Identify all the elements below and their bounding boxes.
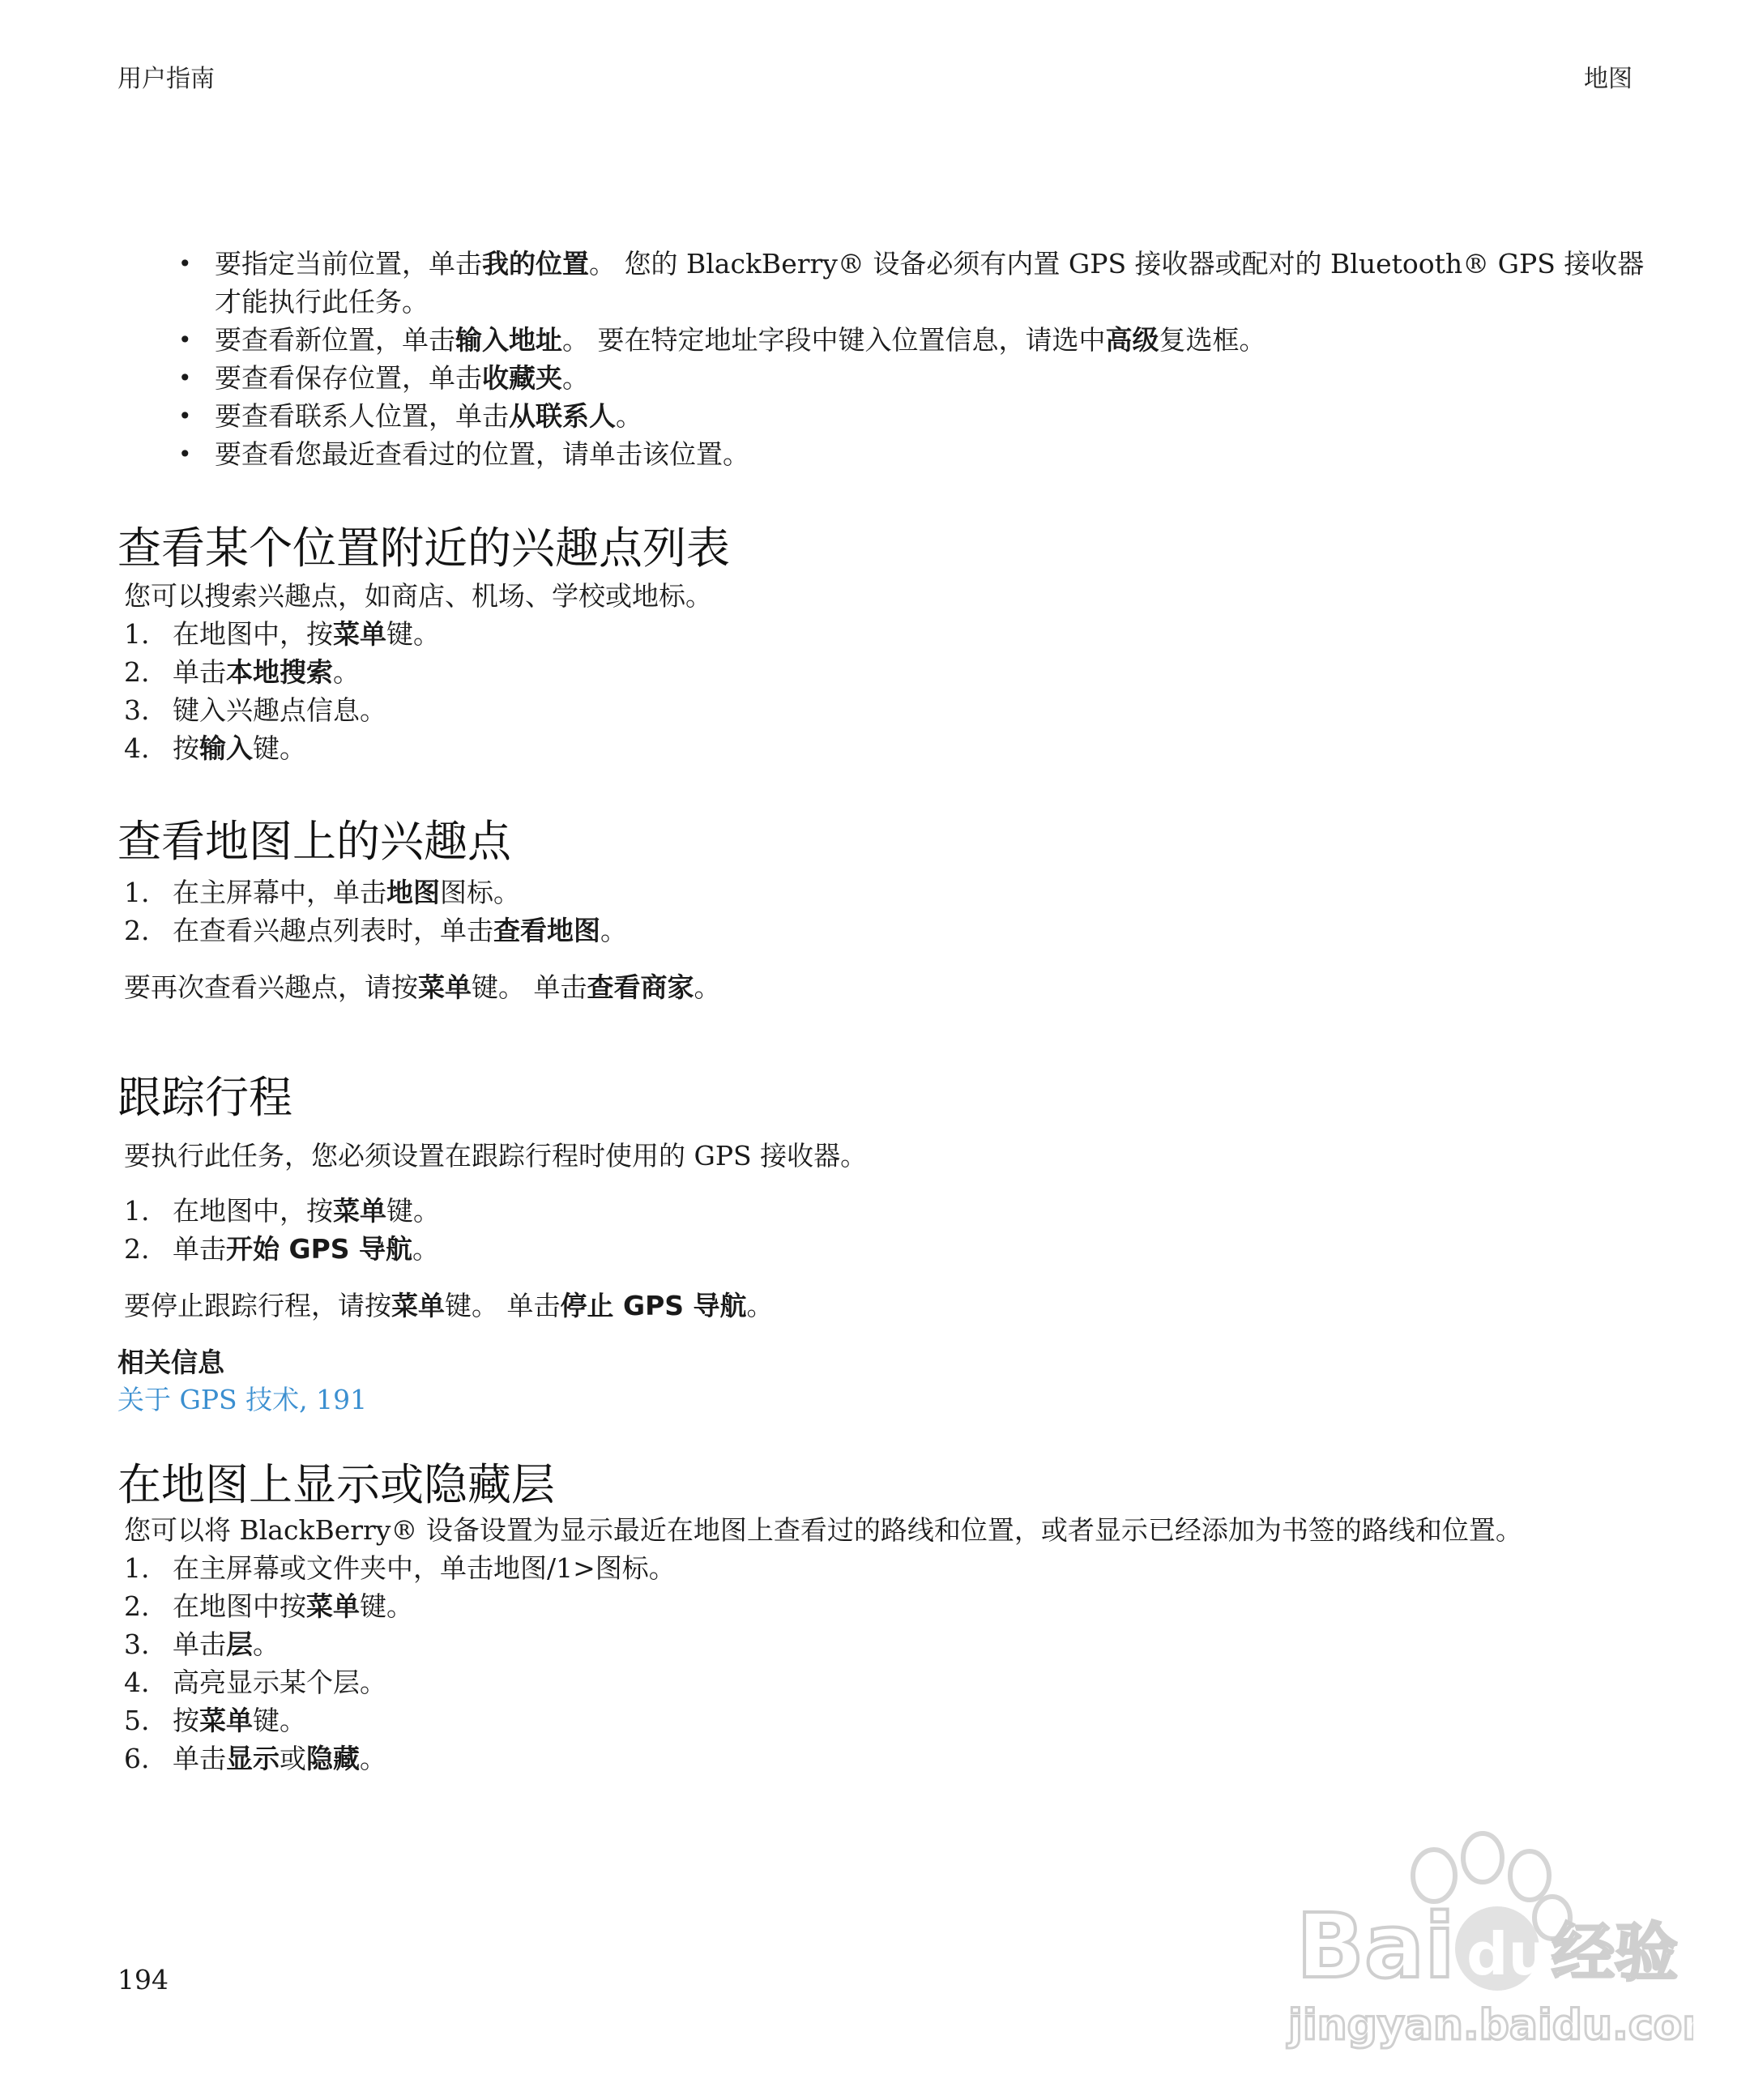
list-item: 2. 单击 本地搜索 。 (124, 656, 360, 688)
list-item: 3. 单击 层 。 (124, 1628, 280, 1660)
section-title: 跟踪行程 (117, 1072, 292, 1123)
list-item: 4. 按 输入 键。 (124, 732, 306, 764)
section-intro: 要执行此任务，您必须设置在跟踪行程时使用的 GPS 接收器。 (124, 1140, 868, 1172)
bullet-icon: • (178, 403, 192, 429)
ordered-list (124, 615, 440, 767)
bullet-icon: • (178, 327, 192, 353)
ordered-list (124, 1192, 440, 1268)
note-text: 要停止跟踪行程，请按菜单键。 单击停止 GPS 导航。 (124, 1290, 774, 1321)
note-text: 要再次查看兴趣点，请按菜单键。 单击查看商家。 (124, 971, 721, 1003)
bullet-icon: • (178, 365, 192, 391)
bullet-list (178, 245, 1653, 473)
bullet-icon: • (178, 441, 192, 467)
ordered-list (124, 1549, 676, 1778)
header-chapter-title: 地图 (1584, 65, 1633, 93)
list-item: 1. 在主屏幕中，单击 地图 图标。 (124, 877, 520, 908)
list-item: • 要查看您最近查看过的位置，请单击该位置。 (178, 435, 1653, 473)
svg-text:jingyan.baidu.com: jingyan.baidu.com (1288, 2001, 1693, 2050)
list-item: • 要查看保存位置，单击收藏夹。 (178, 359, 1653, 397)
section-title: 查看地图上的兴趣点 (117, 816, 511, 867)
list-item: • 要查看联系人位置，单击从联系人。 (178, 397, 1653, 435)
list-item: 2. 在地图中按 菜单 键。 (124, 1590, 413, 1622)
section-intro: 您可以将 BlackBerry® 设备设置为显示最近在地图上查看过的路线和位置，或者显示已经添加为书签的路线和位置。 (124, 1514, 1522, 1546)
section-intro: 您可以搜索兴趣点，如商店、机场、学校或地标。 (124, 580, 712, 612)
related-info-heading: 相关信息 (117, 1347, 224, 1378)
bullet-icon: • (178, 250, 192, 277)
list-item: 5. 按 菜单 键。 (124, 1705, 306, 1736)
page-number: 194 (117, 1964, 169, 1995)
header-doc-title: 用户指南 (117, 65, 215, 93)
list-item: 1. 在地图中，按 菜单 键。 (124, 618, 440, 650)
svg-text:du: du (1466, 1920, 1550, 1988)
list-item: • 要查看新位置，单击输入地址。 要在特定地址字段中键入位置信息，请选中高级复选框。 (178, 321, 1653, 359)
list-item: 3. 键入兴趣点信息。 (124, 694, 386, 726)
section-title: 在地图上显示或隐藏层 (117, 1459, 555, 1510)
baidu-jingyan-watermark-logo (1272, 1827, 1693, 2054)
ordered-list (124, 873, 627, 950)
svg-text:Bai: Bai (1296, 1894, 1455, 1998)
list-item: 4. 高亮显示某个层。 (124, 1667, 386, 1698)
list-item: 2. 单击 开始 GPS 导航 。 (124, 1233, 440, 1265)
related-info-link[interactable]: 关于 GPS 技术, 191 (117, 1384, 368, 1415)
list-item: • 要指定当前位置，单击我的位置。 您的 BlackBerry® 设备必须有内置 GPS 接收器或配对的 Bluetooth® GPS 接收器才能执行此任务。 (178, 245, 1653, 321)
paw-logo-icon (1272, 1827, 1693, 2054)
svg-text:经验: 经验 (1552, 1917, 1679, 1990)
list-item: 2. 在查看兴趣点列表时，单击 查看地图 。 (124, 915, 627, 946)
section-title: 查看某个位置附近的兴趣点列表 (117, 523, 730, 574)
list-item: 6. 单击 显示 或 隐藏 。 (124, 1743, 386, 1774)
list-item: 1. 在主屏幕或文件夹中，单击地图/1>图标。 (124, 1552, 676, 1584)
list-item: 1. 在地图中，按 菜单 键。 (124, 1195, 440, 1227)
